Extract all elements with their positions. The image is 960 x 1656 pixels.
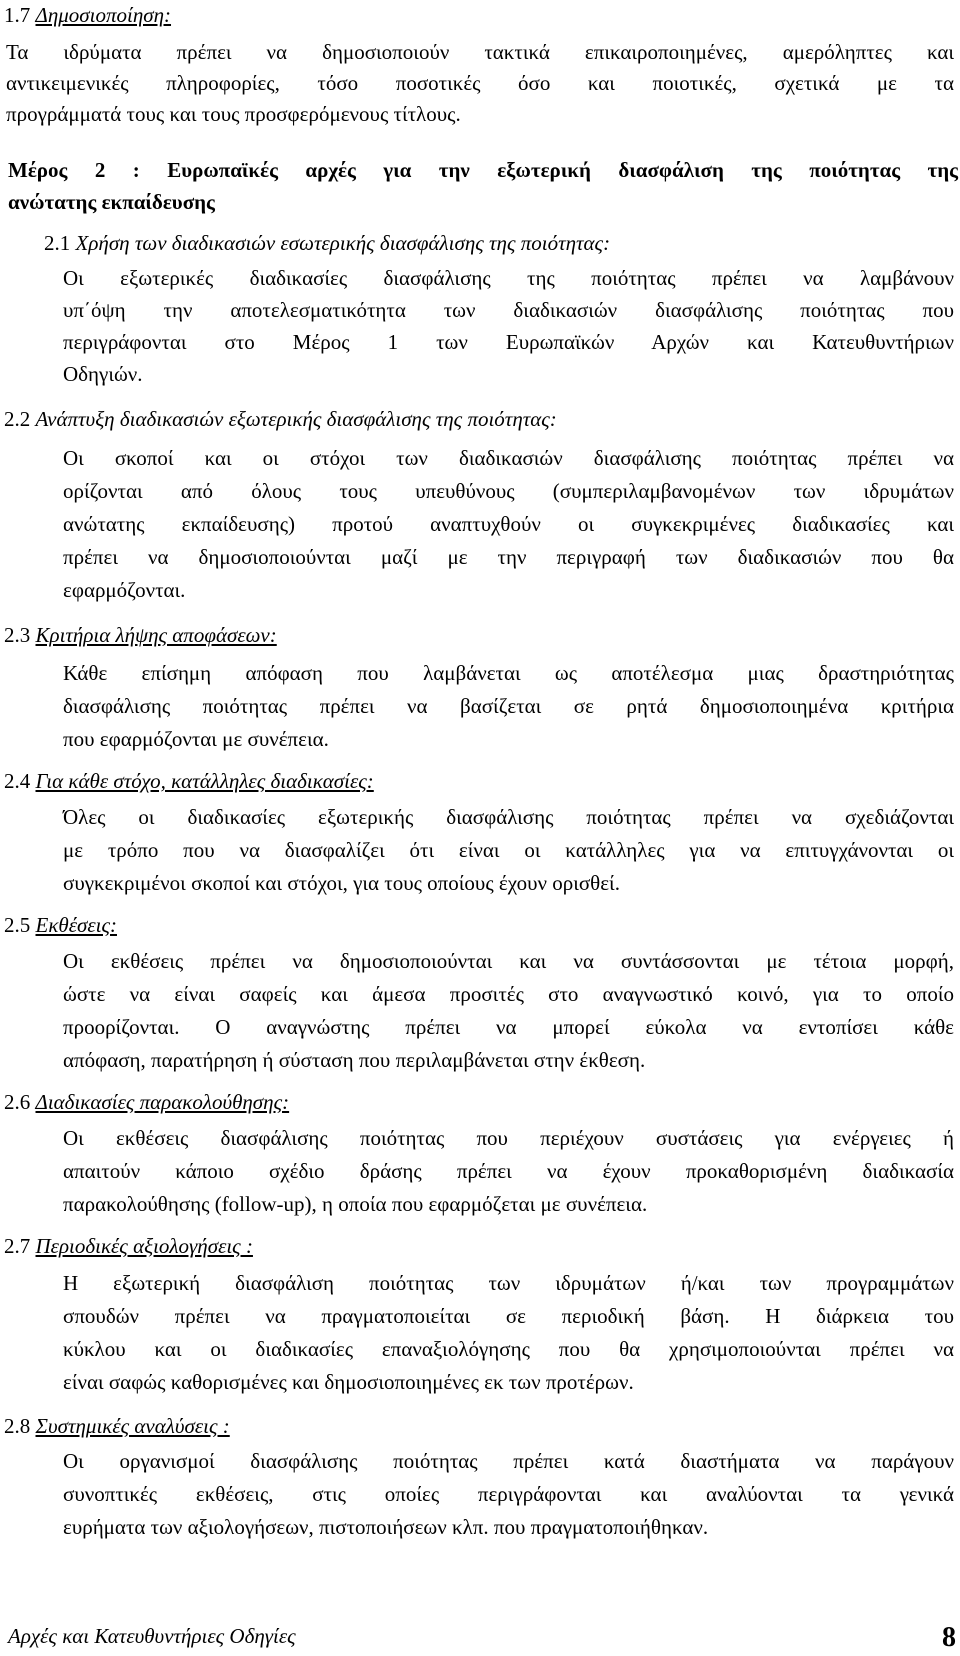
paragraph-line: υπ΄όψη την αποτελεσματικότητα των διαδικασιών διασφάλισης ποιότητας που bbox=[63, 298, 954, 322]
paragraph-line: πρέπει να δημοσιοποιούνται μαζί με την περιγραφή των διαδικασιών που θα bbox=[63, 545, 954, 569]
paragraph-line: Οι εκθέσεις πρέπει να δημοσιοποιούνται και να συντάσσονται με τέτοια μορφή, bbox=[63, 949, 954, 973]
section-title: Κριτήρια λήψης αποφάσεων: bbox=[35, 623, 277, 647]
part-heading-continued: ανώτατης εκπαίδευσης bbox=[8, 190, 215, 214]
section-title: Περιοδικές αξιολογήσεις : bbox=[35, 1234, 253, 1258]
paragraph-line: απόφαση, παρατήρηση ή σύσταση που περιλαμβάνεται στην έκθεση. bbox=[63, 1048, 646, 1072]
paragraph-line: ορίζονται από όλους τους υπευθύνους (συμπεριλαμβανομένων των ιδρυμάτων bbox=[63, 479, 954, 503]
paragraph-line: προγράμματά τους και τους προσφερόμενους τίτλους. bbox=[6, 102, 461, 126]
paragraph-line: Κάθε επίσημη απόφαση που λαμβάνεται ως αποτέλεσμα μιας δραστηριότητας bbox=[63, 661, 954, 685]
paragraph-line: Οι οργανισμοί διασφάλισης ποιότητας πρέπει κατά διαστήματα να παράγουν bbox=[63, 1449, 954, 1473]
footer-title: Αρχές και Κατευθυντήριες Οδηγίες bbox=[8, 1624, 296, 1648]
paragraph-line: με τρόπο που να διασφαλίζει ότι είναι οι κατάλληλες για να επιτυγχάνονται οι bbox=[63, 838, 954, 862]
section-heading: 2.5 Εκθέσεις: bbox=[4, 913, 117, 937]
paragraph-line: Όλες οι διαδικασίες εξωτερικής διασφάλισης ποιότητας πρέπει να σχεδιάζονται bbox=[63, 805, 954, 829]
section-heading: 2.8 Συστημικές αναλύσεις : bbox=[4, 1414, 230, 1438]
section-heading: 2.4 Για κάθε στόχο, κατάλληλες διαδικασίες: bbox=[4, 769, 374, 793]
paragraph-line: απαιτούν κάποιο σχέδιο δράσης πρέπει να έχουν προκαθορισμένη διαδικασία bbox=[63, 1159, 954, 1183]
paragraph-line: ανώτατης εκπαίδευσης) προτού αναπτυχθούν οι συγκεκριμένες διαδικασίες και bbox=[63, 512, 954, 536]
paragraph-line: Οι εξωτερικές διαδικασίες διασφάλισης της ποιότητας πρέπει να λαμβάνουν bbox=[63, 266, 954, 290]
section-heading: 2.2 Ανάπτυξη διαδικασιών εξωτερικής διασφάλισης της ποιότητας: bbox=[4, 407, 557, 431]
paragraph-line: διασφάλισης ποιότητας πρέπει να βασίζεται σε ρητά δημοσιοποιημένα κριτήρια bbox=[63, 694, 954, 718]
paragraph-line: συγκεκριμένοι σκοποί και στόχοι, για τους οποίους έχουν ορισθεί. bbox=[63, 871, 620, 895]
section-title: Ανάπτυξη διαδικασιών εξωτερικής διασφάλισης της ποιότητας: bbox=[35, 407, 557, 431]
paragraph-line: Οδηγιών. bbox=[63, 362, 143, 386]
paragraph-line: περιγράφονται στο Μέρος 1 των Ευρωπαϊκών Αρχών και Κατευθυντήριων bbox=[63, 330, 954, 354]
paragraph-line: που εφαρμόζονται με συνέπεια. bbox=[63, 727, 329, 751]
paragraph-line: προορίζονται. Ο αναγνώστης πρέπει να μπορεί εύκολα να εντοπίσει κάθε bbox=[63, 1015, 954, 1039]
section-heading bbox=[4, 0, 171, 30]
paragraph-line: ώστε να είναι σαφείς και άμεσα προσιτές στο αναγνωστικό κοινό, για το οποίο bbox=[63, 982, 954, 1006]
paragraph-line: Η εξωτερική διασφάλιση ποιότητας των ιδρυμάτων ή/και των προγραμμάτων bbox=[63, 1271, 954, 1295]
paragraph-line: Οι σκοποί και οι στόχοι των διαδικασιών διασφάλισης ποιότητας πρέπει να bbox=[63, 446, 954, 470]
section-heading: 2.7 Περιοδικές αξιολογήσεις : bbox=[4, 1234, 253, 1258]
section-title: Εκθέσεις: bbox=[35, 913, 117, 937]
paragraph-line: είναι σαφώς καθορισμένες και δημοσιοποιημένες εκ των προτέρων. bbox=[63, 1370, 634, 1394]
paragraph-line: αντικειμενικές πληροφορίες, τόσο ποσοτικές όσο και ποιοτικές, σχετικά με τα bbox=[6, 71, 954, 95]
paragraph-line: εφαρμόζονται. bbox=[63, 578, 186, 602]
paragraph-line: Οι εκθέσεις διασφάλισης ποιότητας που περιέχουν συστάσεις για ενέργειες ή bbox=[63, 1126, 954, 1150]
paragraph-line: παρακολούθησης (follow-up), η οποία που εφαρμόζεται με συνέπεια. bbox=[63, 1192, 648, 1216]
paragraph-line: σπουδών πρέπει να πραγματοποιείται σε περιοδική βάση. Η διάρκεια του bbox=[63, 1304, 954, 1328]
paragraph-line: ευρήματα των αξιολογήσεων, πιστοποιήσεων κλπ. που πραγματοποιήθηκαν. bbox=[63, 1515, 709, 1539]
section-number: 1.7 bbox=[4, 3, 31, 27]
section-title: Δημοσιοποίηση: bbox=[35, 3, 172, 27]
paragraph-line: κύκλου και οι διαδικασίες επαναξιολόγησης που θα χρησιμοποιούνται πρέπει να bbox=[63, 1337, 954, 1361]
paragraph-line: συνοπτικές εκθέσεις, στις οποίες περιγράφονται και αναλύονται τα γενικά bbox=[63, 1482, 954, 1506]
section-heading: 2.3 Κριτήρια λήψης αποφάσεων: bbox=[4, 623, 277, 647]
part-heading: Μέρος 2 : Ευρωπαϊκές αρχές για την εξωτερική διασφάλιση της ποιότητας της bbox=[8, 158, 958, 182]
section-title: Συστημικές αναλύσεις : bbox=[35, 1414, 230, 1438]
section-heading: 2.6 Διαδικασίες παρακολούθησης: bbox=[4, 1090, 290, 1114]
section-title: Για κάθε στόχο, κατάλληλες διαδικασίες: bbox=[35, 769, 374, 793]
section-title: Διαδικασίες παρακολούθησης: bbox=[35, 1090, 290, 1114]
section-heading: 2.1 Χρήση των διαδικασιών εσωτερικής διασφάλισης της ποιότητας: bbox=[44, 231, 611, 255]
section-title: Χρήση των διαδικασιών εσωτερικής διασφάλισης της ποιότητας: bbox=[75, 231, 611, 255]
paragraph-line: Τα ιδρύματα πρέπει να δημοσιοποιούν τακτικά επικαιροποιημένες, αμερόληπτες και bbox=[6, 40, 954, 64]
page-number: 8 bbox=[942, 1622, 956, 1653]
